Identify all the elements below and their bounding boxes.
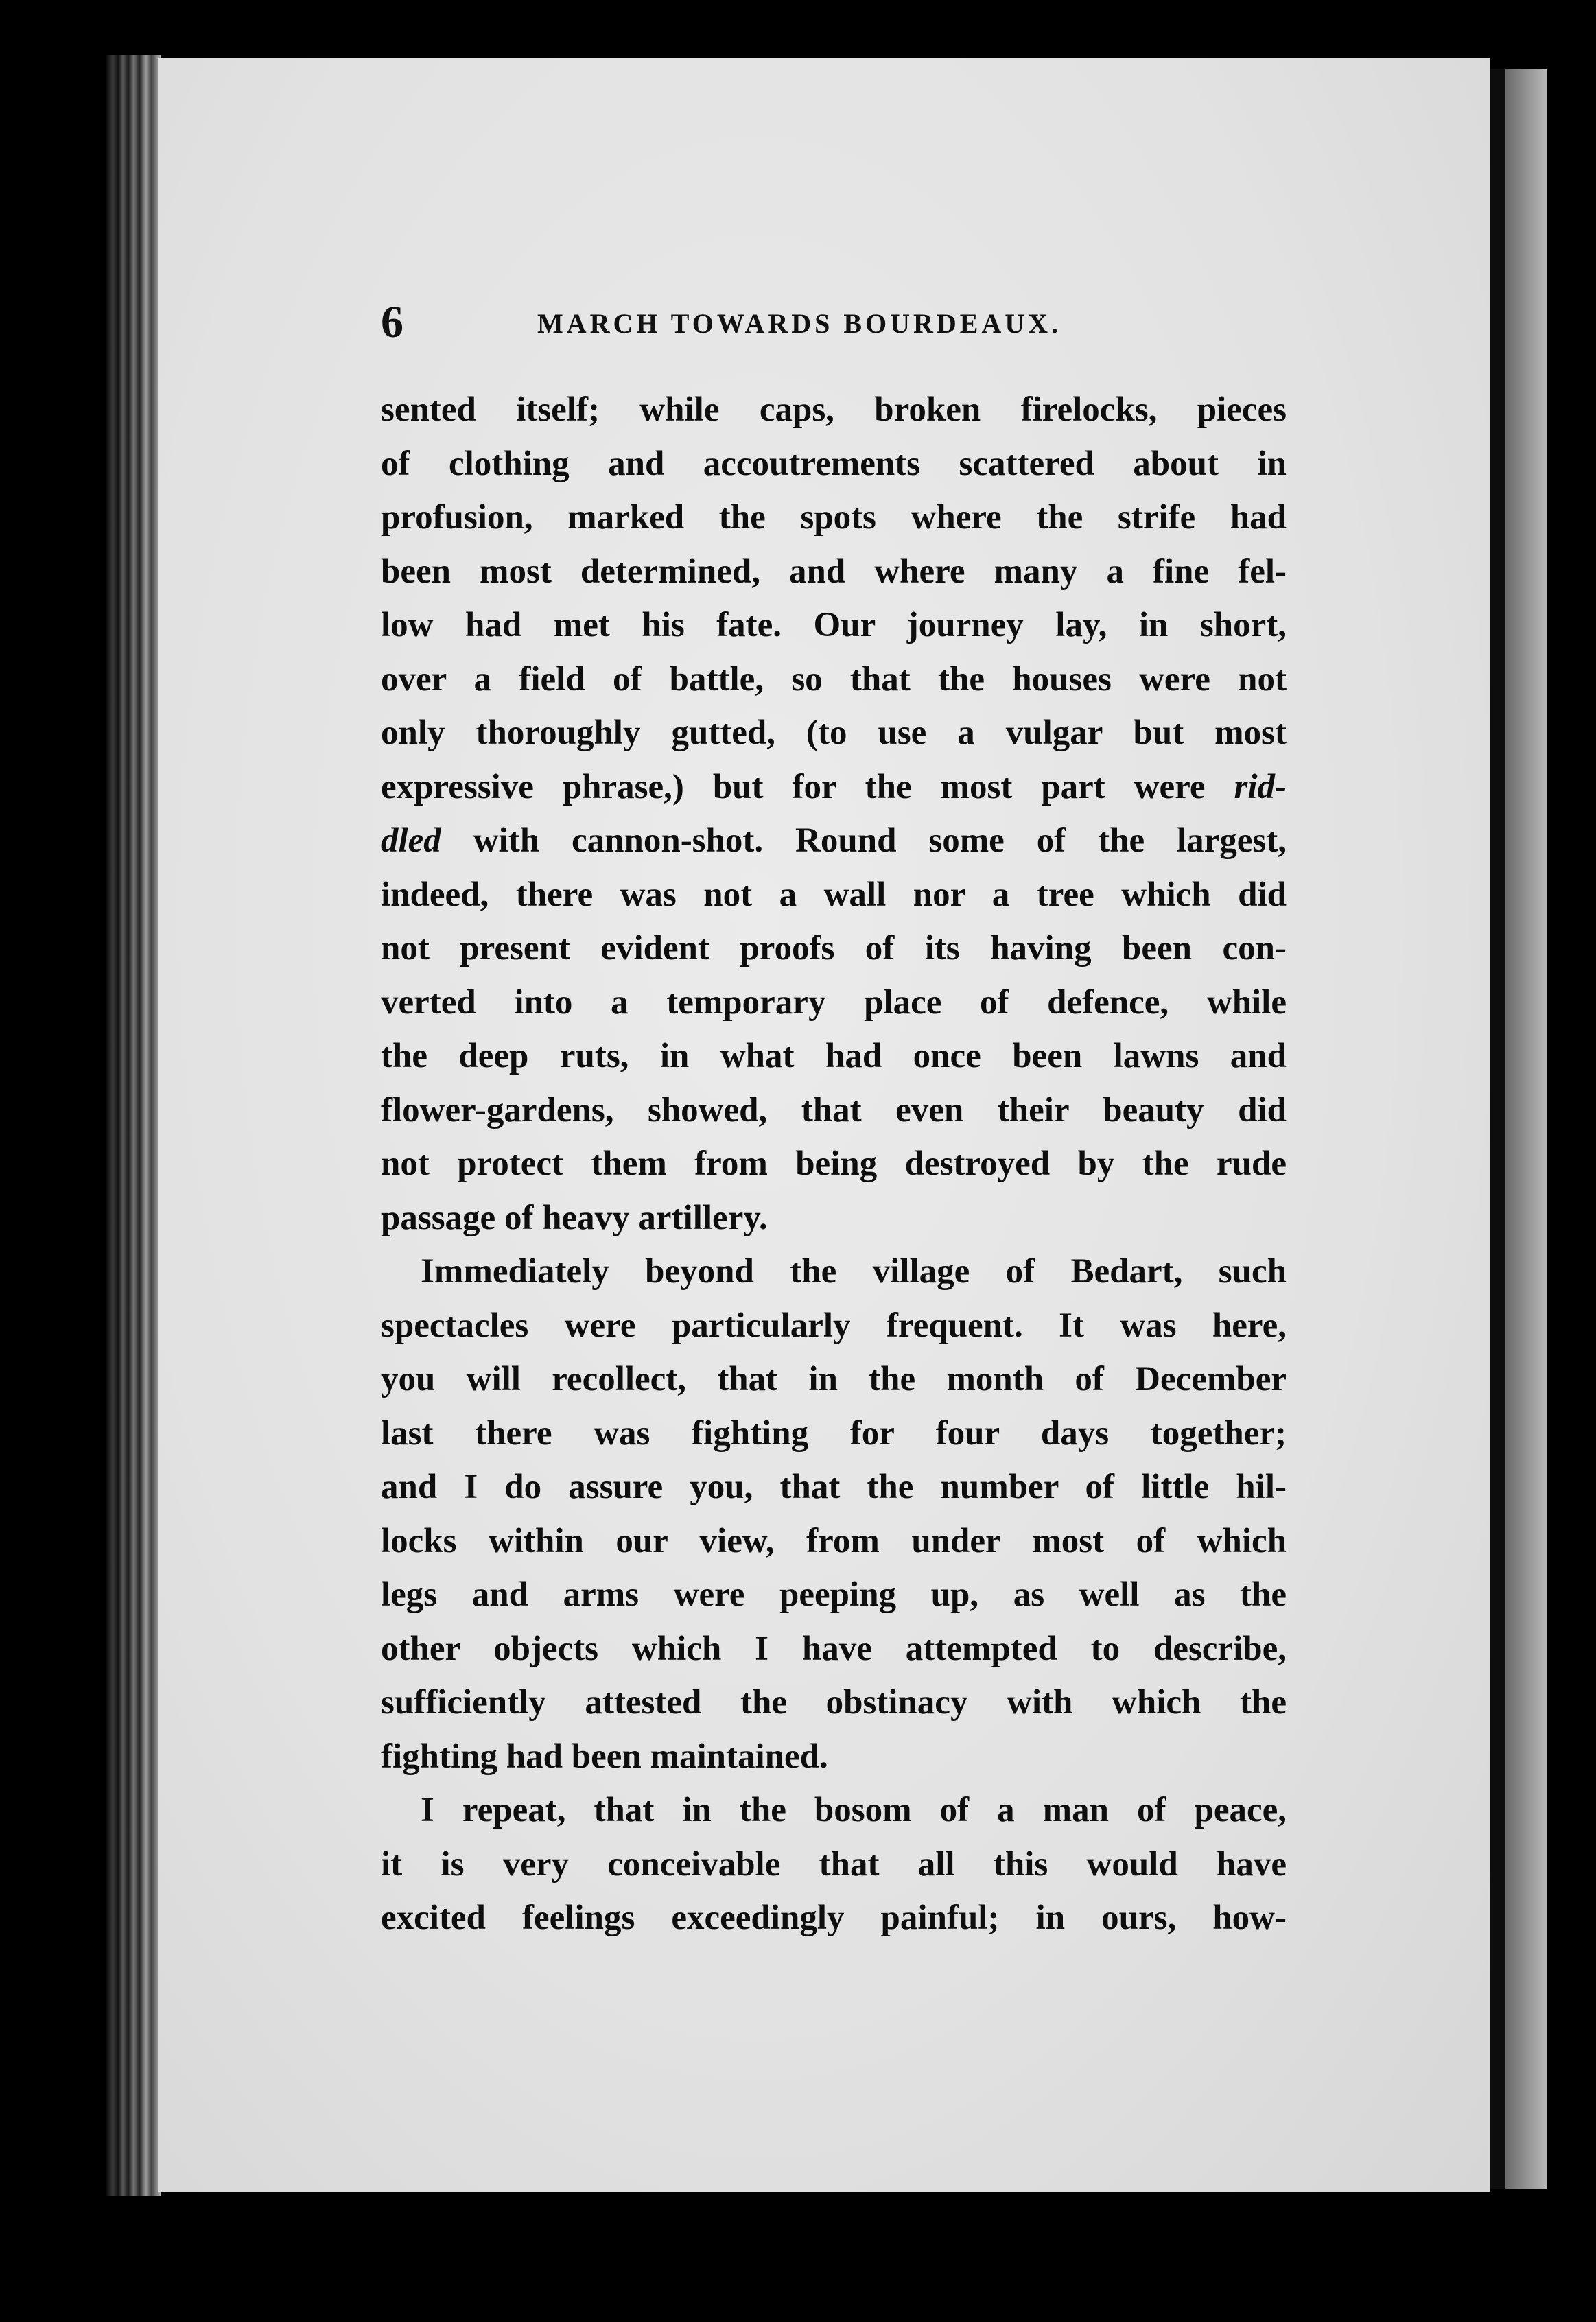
text-line: excited feelings exceedingly painful; in ours, how- [381, 1899, 1287, 1937]
text-line: sented itself; while caps, broken firelocks, pieces [381, 390, 1287, 429]
text-line: been most determined, and where many a fine fel- [381, 552, 1287, 591]
italic-word: dled [381, 821, 441, 860]
text-line: fighting had been maintained. [381, 1737, 828, 1776]
body-text [381, 383, 1287, 1945]
page-number: 6 [381, 297, 403, 347]
text-line: locks within our view, from under most of which [381, 1521, 1287, 1560]
text-line: and I do assure you, that the number of little hil- [381, 1468, 1287, 1506]
text-line [381, 760, 1287, 814]
text-line: only thoroughly gutted, (to use a vulgar but most [381, 714, 1287, 752]
text-line: profusion, marked the spots where the strife had [381, 498, 1287, 537]
paragraph-first-line: Immediately beyond the village of Bedart, such [421, 1252, 1287, 1291]
text-line: other objects which I have attempted to describe, [381, 1629, 1287, 1668]
text-line: over a field of battle, so that the houses were not [381, 659, 1287, 699]
text-line: legs and arms were peeping up, as well as the [381, 1575, 1287, 1614]
text-segment: expressive phrase,) but for the most part were [381, 767, 1206, 806]
paragraph-first-line: I repeat, that in the bosom of a man of peace, [421, 1791, 1287, 1829]
text-line: you will recollect, that in the month of December [381, 1360, 1287, 1398]
text-line: it is very conceivable that all this would have [381, 1844, 1287, 1884]
running-head: MARCH TOWARDS BOURDEAUX. [537, 308, 1062, 339]
text-line: the deep ruts, in what had once been lawns and [381, 1037, 1287, 1075]
italic-word: rid- [1234, 767, 1287, 806]
text-line [381, 814, 1287, 868]
page-header [381, 297, 1341, 347]
text-line: low had met his fate. Our journey lay, in short, [381, 606, 1287, 644]
text-line: flower-gardens, showed, that even their beauty did [381, 1090, 1287, 1129]
text-line: last there was fighting for four days together; [381, 1414, 1287, 1453]
text-line: passage of heavy artillery. [381, 1198, 768, 1237]
text-line: of clothing and accoutrements scattered about in [381, 444, 1287, 483]
text-line: not protect them from being destroyed by the rude [381, 1145, 1287, 1183]
text-line: verted into a temporary place of defence, while [381, 983, 1287, 1022]
facing-page-edge [1505, 69, 1547, 2189]
text-segment: with cannon-shot. Round some of the largest, [473, 821, 1287, 860]
text-line: indeed, there was not a wall nor a tree which did [381, 875, 1287, 914]
text-line: spectacles were particularly frequent. It was here, [381, 1306, 1287, 1345]
text-line: sufficiently attested the obstinacy with which the [381, 1683, 1287, 1722]
book-binding [106, 55, 161, 2196]
facing-page-gutter [1490, 69, 1505, 2189]
text-line: not present evident proofs of its having been con- [381, 929, 1287, 968]
